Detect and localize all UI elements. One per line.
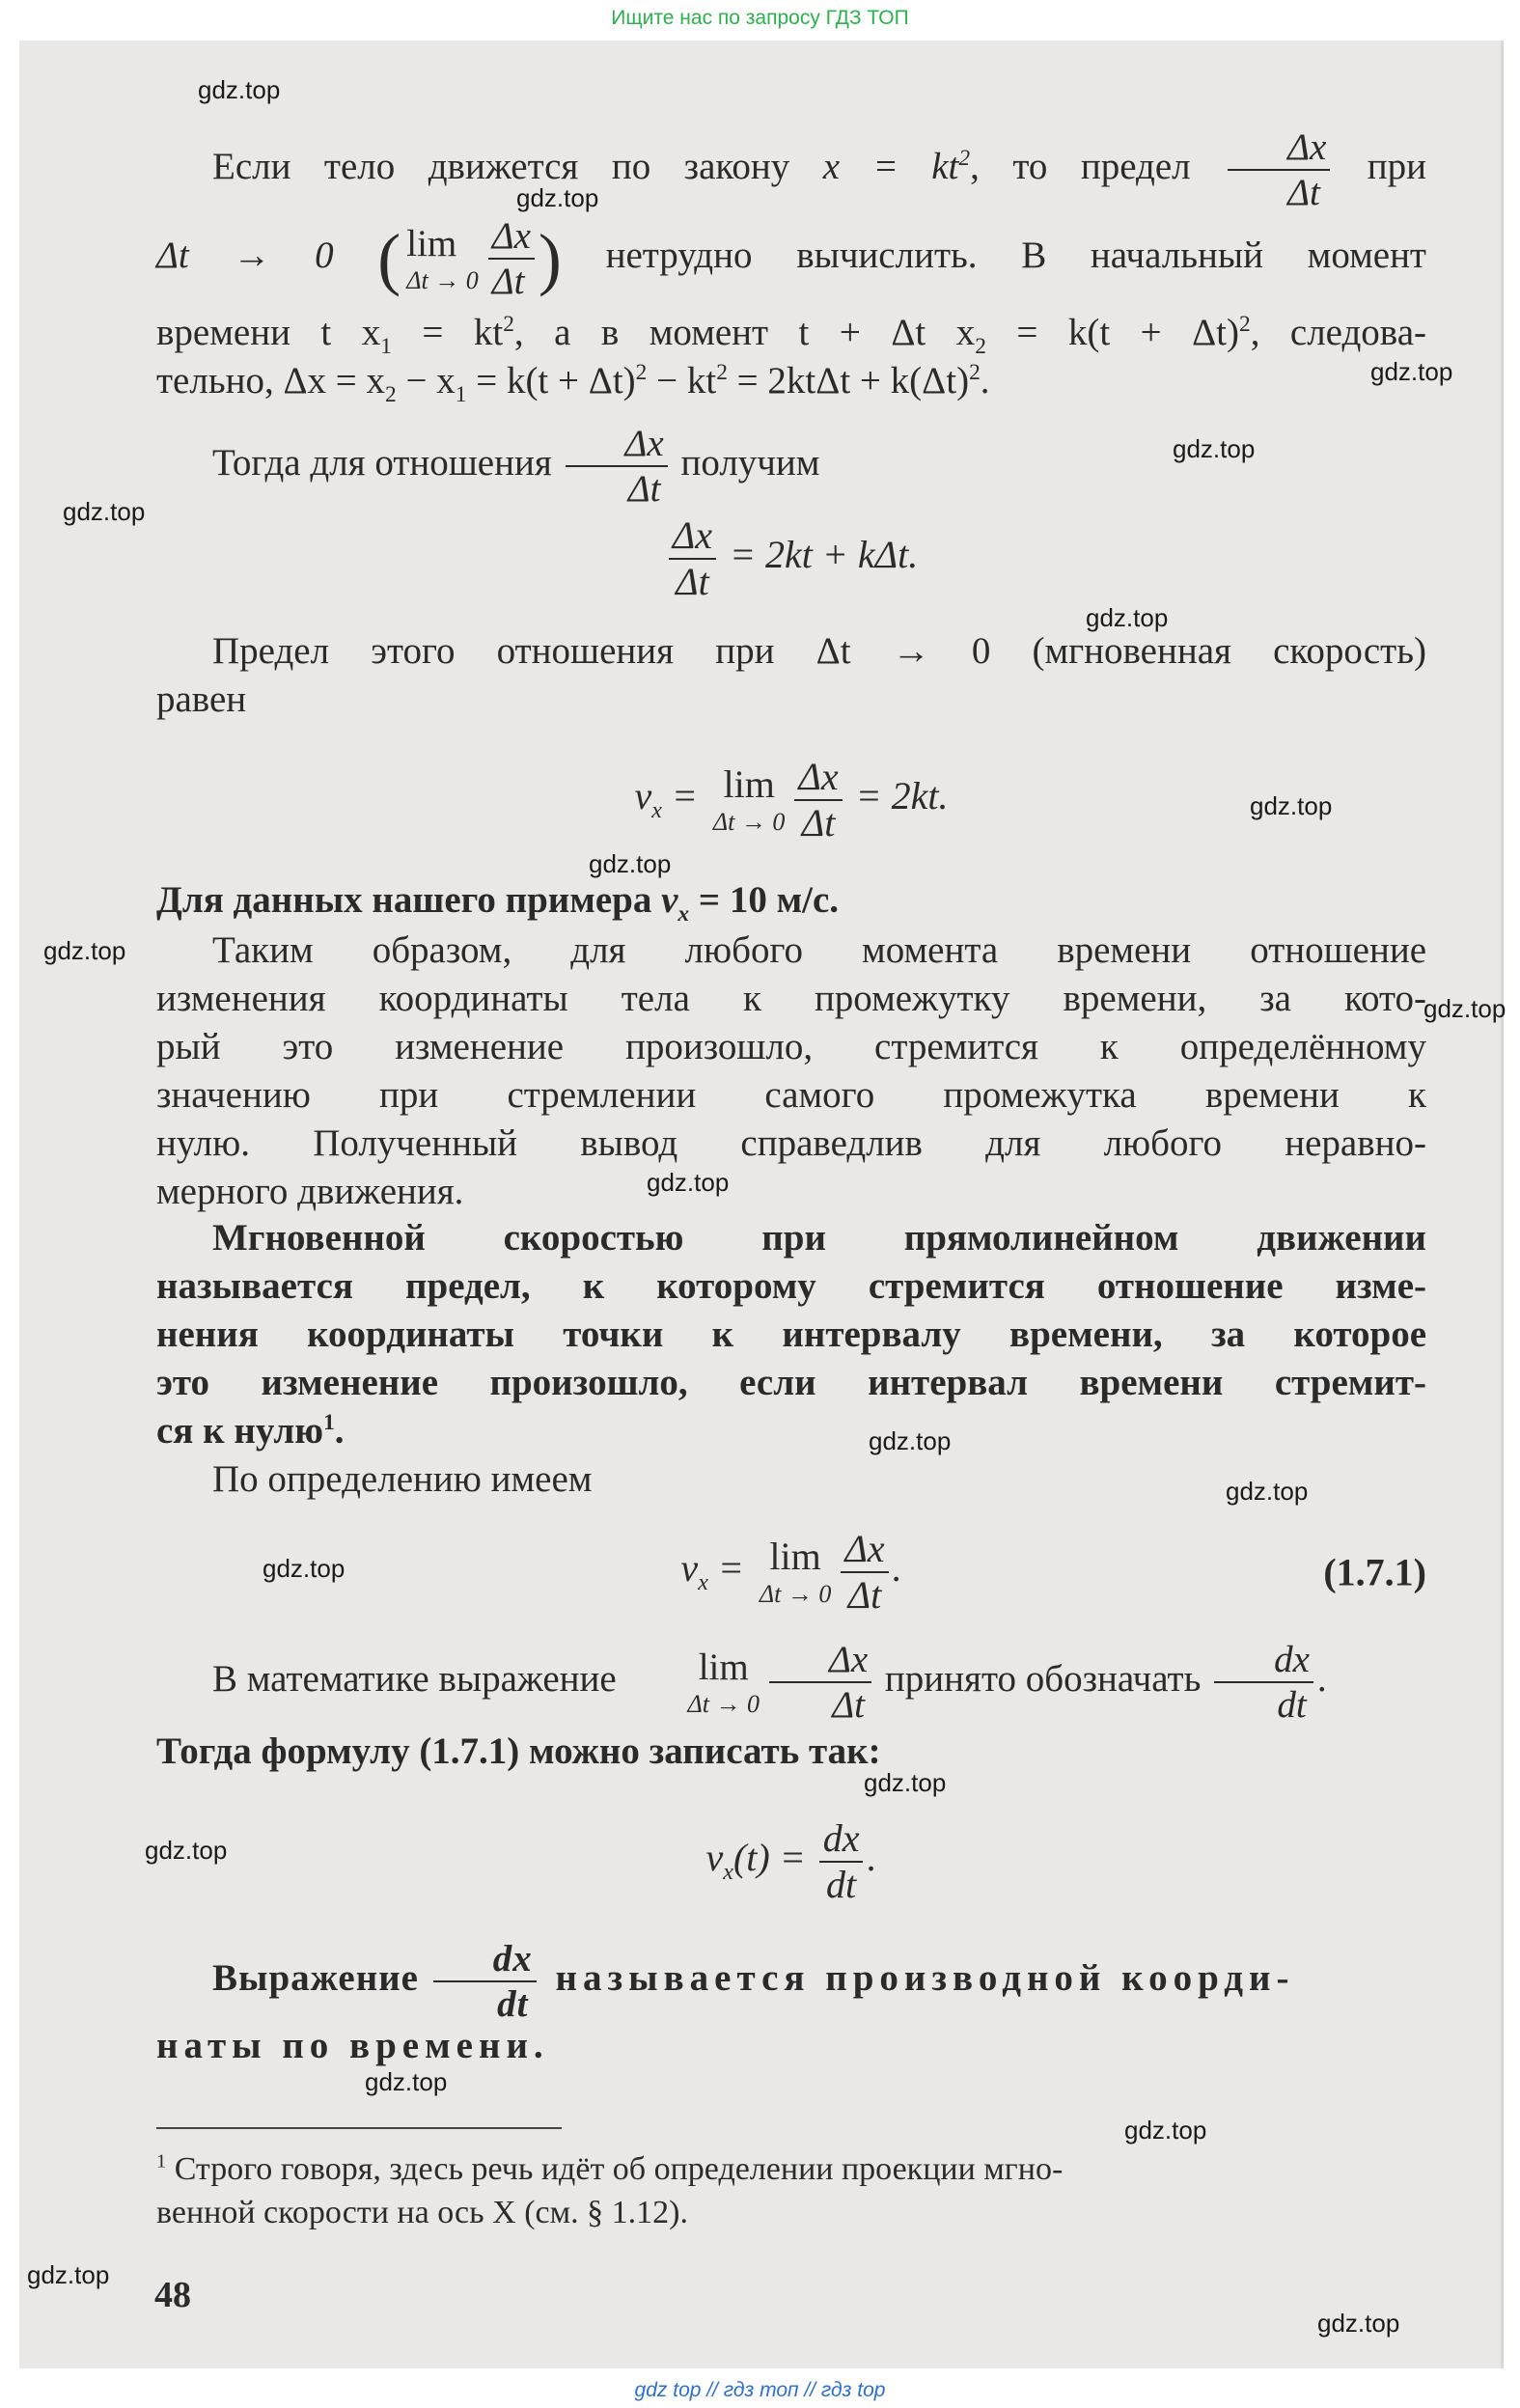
- definition-line-5: ся к нулю$^1$.: [156, 1410, 345, 1452]
- equation-ratio: $\frac{\Delta x}{\Delta t}$ = 2kt + kΔt.: [156, 516, 1426, 601]
- watermark: gdz.top: [589, 849, 672, 878]
- paragraph-5-line-2: изменения координаты тела к промежутку времени, за кото-: [156, 978, 1426, 1019]
- paragraph-5-line-1: Таким образом, для любого момента времени отношение: [212, 929, 1426, 971]
- definition-line-3: нения координаты точки к интервалу времени, за которое: [156, 1314, 1426, 1355]
- paragraph-1-line-1: Если тело движется по закону $x = kt^2$, то предел $\frac{\Delta x}{\Delta t}$ при: [212, 126, 1426, 213]
- paragraph-1-line-4: тельно, $\Delta x = x_2 - x_1 = k(t + \Delta t)^2 - kt^2 = 2kt\Delta t + k(\Delta t)^2$.: [156, 360, 990, 407]
- equation-number: (1.7.1): [1323, 1550, 1426, 1594]
- watermark: gdz.top: [1173, 434, 1256, 463]
- paragraph-1-line-2: Δt → 0 ( lim Δt → 0 $\frac{\Delta x}{\Delta t}$ ) нетрудно вычислить. В начальный момент: [156, 215, 1426, 302]
- paragraph-5-line-5: нулю. Полученный вывод справедлив для любого неравно-: [156, 1122, 1426, 1164]
- watermark: gdz.top: [1423, 994, 1506, 1023]
- top-banner[interactable]: Ищите нас по запросу ГДЗ ТОП: [611, 7, 909, 29]
- watermark: gdz.top: [145, 1836, 228, 1865]
- watermark: gdz.top: [43, 936, 126, 965]
- definition-line-1: Мгновенной скоростью при прямолинейном движении: [212, 1217, 1426, 1259]
- paragraph-7: По определению имеем: [212, 1458, 593, 1500]
- watermark: gdz.top: [263, 1554, 345, 1583]
- watermark: gdz.top: [869, 1426, 952, 1455]
- equation-1-7-1: $v_x = \lim$ Δt → 0 $\frac{\Delta x}{\Delta t}$ . (1.7.1): [680, 1527, 1426, 1617]
- watermark: gdz.top: [516, 183, 599, 212]
- definition-line-4: это изменение произошло, если интервал времени стремит-: [156, 1362, 1426, 1403]
- footnote-separator: [156, 2127, 562, 2129]
- watermark: gdz.top: [1250, 791, 1333, 820]
- paragraph-4: Для данных нашего примера $v_x = 10$ м/с.: [156, 879, 840, 927]
- watermark: gdz.top: [1317, 2309, 1400, 2338]
- footnote-line-2: венной скорости на ось X (см. § 1.12).: [156, 2195, 688, 2230]
- paragraph-10-line-2: наты по времени.: [156, 2025, 549, 2066]
- bottom-banner[interactable]: gdz top // гдз топ // гдз top: [634, 2379, 886, 2401]
- watermark: gdz.top: [1226, 1477, 1309, 1506]
- footnote-line-1: $^1$ Строго говоря, здесь речь идёт об определении проекции мгно-: [156, 2150, 1064, 2187]
- paragraph-9: Тогда формулу (1.7.1) можно записать так:: [156, 1730, 881, 1772]
- paragraph-3-line-2: равен: [156, 678, 247, 720]
- paragraph-10-line-1: Выражение $\frac{dx}{dt}$ называется производной коорди-: [212, 1938, 1295, 2025]
- equation-velocity-limit: $v_x = \lim$ Δt → 0 $\frac{\Delta x}{\Delta t}$ = 2kt.: [634, 755, 949, 844]
- watermark: gdz.top: [1370, 357, 1453, 386]
- watermark: gdz.top: [864, 1768, 947, 1797]
- paragraph-5-line-6: мерного движения.: [156, 1171, 464, 1212]
- fraction-dx-dt: $\frac{\Delta x}{\Delta t}$: [1228, 128, 1330, 211]
- definition-line-2: называется предел, к которому стремится отношение изме-: [156, 1265, 1426, 1307]
- paragraph-3-line-1: Предел этого отношения при Δt → 0 (мгновенная скорость): [212, 630, 1426, 672]
- watermark: gdz.top: [1086, 603, 1169, 632]
- watermark: gdz.top: [63, 497, 146, 526]
- paragraph-1-line-3: времени t $x_1 = kt^2$, а в момент t + Δt $x_2 = k(t + \Delta t)^2$, следова-: [156, 312, 1427, 359]
- watermark: gdz.top: [1124, 2116, 1207, 2145]
- paragraph-5-line-3: рый это изменение произошло, стремится к определённому: [156, 1026, 1426, 1067]
- watermark: gdz.top: [647, 1168, 730, 1197]
- equation-derivative: $v_x(t)$ = $\frac{dx}{dt}$ .: [705, 1816, 877, 1906]
- paragraph-2: Тогда для отношения $\frac{\Delta x}{\Delta t}$ получим: [212, 423, 820, 510]
- limit-operator: lim Δt → 0: [406, 222, 479, 294]
- watermark: gdz.top: [365, 2067, 448, 2096]
- watermark: gdz.top: [198, 75, 281, 104]
- paragraph-8: В математике выражение lim Δt → 0 $\frac{\Delta x}{\Delta t}$ принято обозначать $\frac{dx}{dt}$ .: [212, 1639, 1327, 1726]
- page-number: 48: [154, 2275, 191, 2315]
- paragraph-5-line-4: значению при стремлении самого промежутка времени к: [156, 1074, 1426, 1116]
- watermark: gdz.top: [27, 2260, 110, 2289]
